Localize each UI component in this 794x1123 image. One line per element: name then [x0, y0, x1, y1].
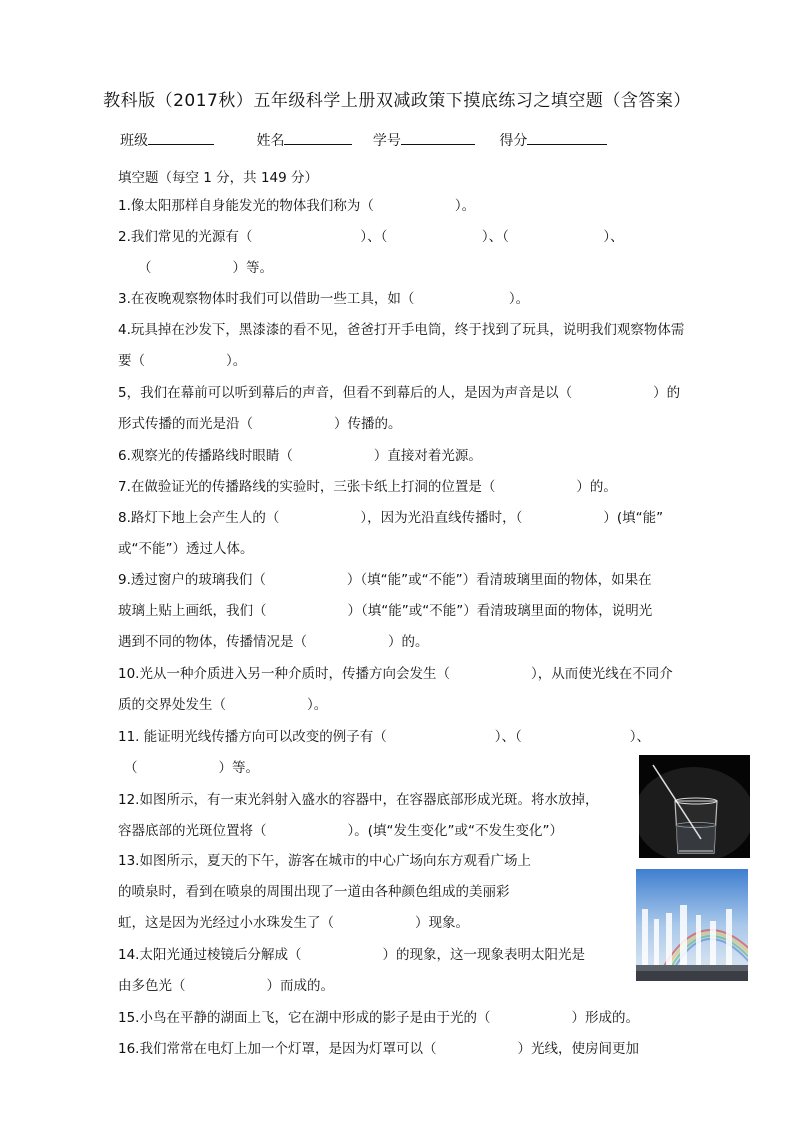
- question-line: 形式传播的而光是沿（ ）传播的。: [118, 416, 402, 432]
- water-glass-image: [639, 755, 750, 858]
- question-line: 9.透过窗户的玻璃我们（ ）（填“能”或“不能”）看清玻璃里面的物体，如果在: [118, 572, 652, 588]
- question-line: （ ）等。: [124, 760, 259, 776]
- question-line: 6.观察光的传播路线时眼睛（ ）直接对着光源。: [118, 448, 482, 464]
- score-blank[interactable]: [527, 130, 607, 145]
- question-line: 4.玩具掉在沙发下，黑漆漆的看不见，爸爸打开手电筒，终于找到了玩具，说明我们观察物体需: [118, 322, 685, 338]
- score-label: 得分: [499, 133, 528, 149]
- question-line: 16.我们常常在电灯上加一个灯罩，是因为灯罩可以（ ）光线，使房间更加: [118, 1041, 639, 1057]
- question-line: 13.如图所示，夏天的下午，游客在城市的中心广场向东方观看广场上: [118, 853, 531, 869]
- question-line: 1.像太阳那样自身能发光的物体我们称为（ ）。: [118, 198, 476, 214]
- question-line: 遇到不同的物体，传播情况是（ ）的。: [118, 634, 429, 650]
- id-label: 学号: [372, 133, 401, 149]
- id-blank[interactable]: [401, 130, 475, 145]
- score-field[interactable]: [499, 130, 607, 150]
- section-heading: 填空题（每空 1 分，共 149 分）: [118, 170, 319, 186]
- question-line: 玻璃上贴上画纸，我们（ ）（填“能”或“不能”）看清玻璃里面的物体，说明光: [118, 603, 653, 619]
- question-line: 容器底部的光斑位置将（ ）。(填“发生变化”或“不发生变化”）: [118, 823, 563, 839]
- name-field[interactable]: [256, 130, 352, 150]
- page-title: 教科版（2017秋）五年级科学上册双减政策下摸底练习之填空题（含答案）: [103, 91, 691, 111]
- question-line: 的喷泉时，看到在喷泉的周围出现了一道由各种颜色组成的美丽彩: [118, 884, 510, 900]
- question-line: 5，我们在幕前可以听到幕后的声音，但看不到幕后的人，是因为声音是以（ ）的: [118, 385, 681, 401]
- question-line: （ ）等。: [138, 260, 273, 276]
- question-line: 15.小鸟在平静的湖面上飞，它在湖中形成的影子是由于光的（ ）形成的。: [118, 1010, 639, 1026]
- question-line: 14.太阳光通过棱镜后分解成（ ）的现象，这一现象表明太阳光是: [118, 947, 585, 963]
- class-label: 班级: [120, 133, 148, 149]
- fountain-rainbow-image: [636, 869, 748, 981]
- question-line: 7.在做验证光的传播路线的实验时，三张卡纸上打洞的位置是（ ）的。: [118, 479, 617, 495]
- question-line: 由多色光（ ）而成的。: [118, 978, 334, 994]
- question-line: 11. 能证明光线传播方向可以改变的例子有（ ）、（ ）、: [118, 729, 651, 745]
- question-line: 2.我们常见的光源有（ ）、（ ）、（ ）、: [118, 229, 624, 245]
- fountain-rainbow-photo: [636, 869, 748, 981]
- question-line: 或“不能”）透过人体。: [118, 541, 254, 557]
- question-line: 10.光从一种介质进入另一种介质时，传播方向会发生（ ），从而使光线在不同介: [118, 666, 673, 682]
- student-info-row: [120, 130, 637, 150]
- question-line: 3.在夜晚观察物体时我们可以借助一些工具，如（ ）。: [118, 291, 530, 307]
- class-blank[interactable]: [148, 130, 214, 145]
- question-line: 8.路灯下地上会产生人的（ ），因为光沿直线传播时，（ ）(填“能”: [118, 510, 664, 526]
- name-blank[interactable]: [284, 130, 352, 145]
- water-glass-photo: [639, 755, 750, 858]
- question-line: 质的交界处发生（ ）。: [118, 697, 328, 713]
- name-label: 姓名: [256, 133, 285, 149]
- question-line: 虹，这是因为光经过小水珠发生了（ ）现象。: [118, 915, 469, 931]
- question-line: 要（ ）。: [118, 353, 247, 369]
- question-line: 12.如图所示，有一束光斜射入盛水的容器中，在容器底部形成光斑。将水放掉，: [118, 792, 599, 808]
- class-field[interactable]: [120, 130, 214, 150]
- id-field[interactable]: [373, 130, 475, 150]
